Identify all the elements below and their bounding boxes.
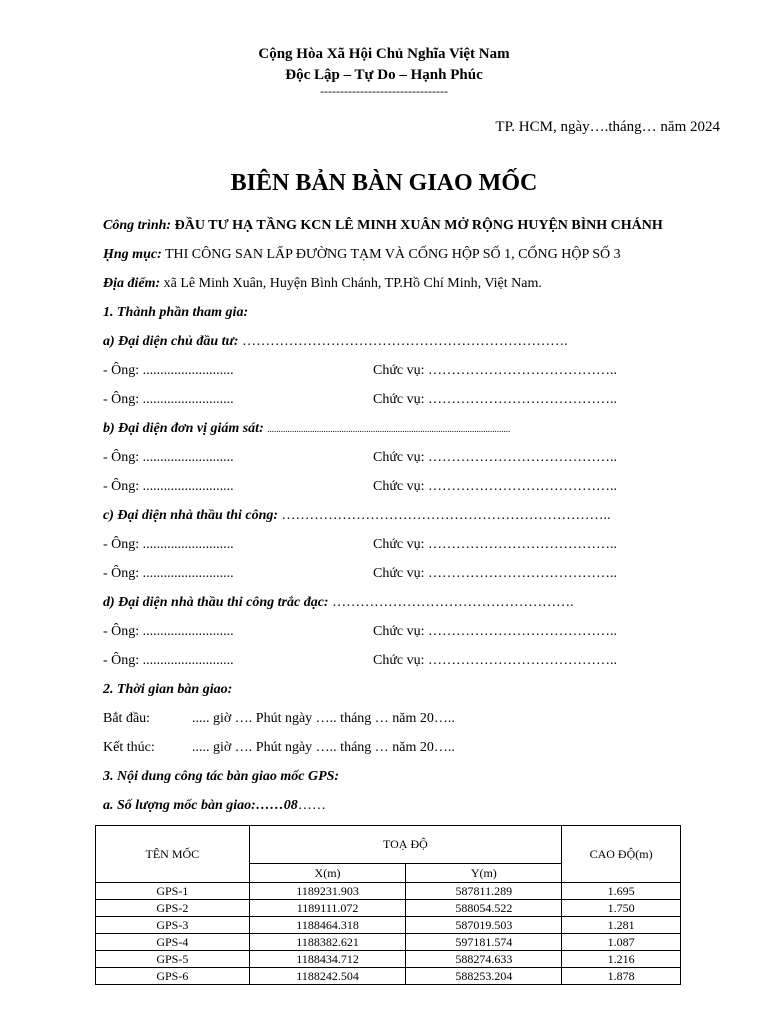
group-c-header [103, 508, 611, 524]
cell-name: GPS-6 [96, 968, 250, 985]
marker-count-line [103, 798, 326, 814]
group-b-person-2-role: Chức vụ: ………………………………….. [373, 479, 618, 494]
header-coordinates: TOẠ ĐỘ [249, 826, 562, 864]
dia-diem-label: Địa điểm: [103, 276, 161, 291]
cell-y: 597181.574 [406, 934, 562, 951]
cell-x: 1188242.504 [249, 968, 406, 985]
group-c-person-1-name: - Ông: .......................... [103, 537, 234, 552]
national-motto: Độc Lập – Tự Do – Hạnh Phúc [285, 67, 483, 83]
project-line [103, 218, 663, 234]
header-x: X(m) [249, 863, 406, 882]
cell-y: 588054.522 [406, 900, 562, 917]
cell-x: 1189231.903 [249, 883, 406, 900]
cell-elevation: 1.750 [562, 900, 681, 917]
group-a-person-2-role: Chức vụ: ………………………………….. [373, 392, 618, 407]
header-marker-name: TÊN MỐC [96, 826, 250, 883]
dia-diem-value: xã Lê Minh Xuân, Huyện Bình Chánh, TP.Hồ Chí Minh, Việt Nam. [163, 276, 542, 291]
group-a-person-2-name: - Ông: .......................... [103, 392, 234, 407]
cell-name: GPS-2 [96, 900, 250, 917]
cong-trinh-label: Công trình: [103, 218, 172, 233]
end-time-label: Kết thúc: [103, 740, 155, 755]
cell-elevation: 1.695 [562, 883, 681, 900]
table-row [96, 917, 681, 934]
end-time-value: ..... giờ …. Phút ngày ….. tháng … năm 20….. [192, 740, 455, 755]
group-c-person-2-name: - Ông: .......................... [103, 566, 234, 581]
table-row [96, 900, 681, 917]
cell-elevation: 1.087 [562, 934, 681, 951]
cell-x: 1188464.318 [249, 917, 406, 934]
group-a-header [103, 334, 568, 350]
cell-name: GPS-4 [96, 934, 250, 951]
table-row [96, 968, 681, 985]
table-row [96, 934, 681, 951]
cell-x: 1189111.072 [249, 900, 406, 917]
gps-markers-table [95, 825, 681, 985]
group-d-person-2-role: Chức vụ: ………………………………….. [373, 653, 618, 668]
hang-muc-value: THI CÔNG SAN LẤP ĐƯỜNG TẠM VÀ CỐNG HỘP SỐ 1, CỐNG HỘP SỐ 3 [164, 247, 621, 262]
cong-trinh-value: ĐẦU TƯ HẠ TẦNG KCN LÊ MINH XUÂN MỞ RỘNG HUYỆN BÌNH CHÁNH [174, 218, 663, 233]
group-b-title: b) Đại diện đơn vị giám sát: [103, 421, 264, 436]
cell-y: 587019.503 [406, 917, 562, 934]
nation-name: Cộng Hòa Xã Hội Chủ Nghĩa Việt Nam [258, 46, 510, 62]
group-b-person-1-role: Chức vụ: ………………………………….. [373, 450, 618, 465]
section2-title: 2. Thời gian bàn giao: [103, 682, 233, 697]
work-item-line [103, 247, 621, 263]
group-a-title: a) Đại diện chủ đầu tư: [103, 334, 239, 349]
marker-count-label: a. Số lượng mốc bàn giao:……08 [103, 798, 298, 813]
cell-x: 1188382.621 [249, 934, 406, 951]
cell-name: GPS-5 [96, 951, 250, 968]
group-d-header [103, 595, 574, 611]
table-header-row [96, 826, 681, 864]
section1-title: 1. Thành phần tham gia: [103, 305, 249, 320]
group-d-title: d) Đại diện nhà thầu thi công trắc đạc: [103, 595, 329, 610]
group-b-person-1-name: - Ông: .......................... [103, 450, 234, 465]
cell-x: 1188434.712 [249, 951, 406, 968]
start-time-value: ..... giờ …. Phút ngày ….. tháng … năm 20….. [192, 711, 455, 726]
group-b-header [103, 421, 510, 437]
header-divider: -------------------------------- [320, 84, 448, 98]
group-c-person-2-role: Chức vụ: ………………………………….. [373, 566, 618, 581]
group-d-person-1-name: - Ông: .......................... [103, 624, 234, 639]
marker-count-suffix: …… [297, 798, 326, 813]
group-d-person-1-role: Chức vụ: ………………………………….. [373, 624, 618, 639]
cell-name: GPS-3 [96, 917, 250, 934]
group-b-person-2-name: - Ông: .......................... [103, 479, 234, 494]
group-d-fill: ……………………………………………. [332, 595, 574, 610]
cell-elevation: 1.216 [562, 951, 681, 968]
table-row [96, 883, 681, 900]
header-elevation: CAO ĐỘ(m) [562, 826, 681, 883]
document-title: BIÊN BẢN BÀN GIAO MỐC [230, 170, 538, 196]
table-row [96, 951, 681, 968]
header-y: Y(m) [406, 863, 562, 882]
section3-title: 3. Nội dung công tác bàn giao mốc GPS: [103, 769, 340, 784]
hang-muc-label: Ḥng mục: [103, 247, 162, 262]
cell-y: 587811.289 [406, 883, 562, 900]
group-c-title: c) Đại diện nhà thầu thi công: [103, 508, 279, 523]
group-a-person-1-role: Chức vụ: ………………………………….. [373, 363, 618, 378]
cell-elevation: 1.878 [562, 968, 681, 985]
group-a-fill: ……………………………………………………………. [242, 334, 568, 349]
location-line [103, 276, 542, 292]
group-c-fill: …………………………………………………………….. [281, 508, 611, 523]
group-c-person-1-role: Chức vụ: ………………………………….. [373, 537, 618, 552]
group-d-person-2-name: - Ông: .......................... [103, 653, 234, 668]
cell-elevation: 1.281 [562, 917, 681, 934]
start-time-label: Bắt đầu: [103, 711, 151, 726]
group-a-person-1-name: - Ông: .......................... [103, 363, 234, 378]
cell-name: GPS-1 [96, 883, 250, 900]
date-line: TP. HCM, ngày….tháng… năm 2024 [495, 119, 720, 135]
cell-y: 588274.633 [406, 951, 562, 968]
cell-y: 588253.204 [406, 968, 562, 985]
group-b-fill: ............................................................................................................ [267, 424, 511, 434]
